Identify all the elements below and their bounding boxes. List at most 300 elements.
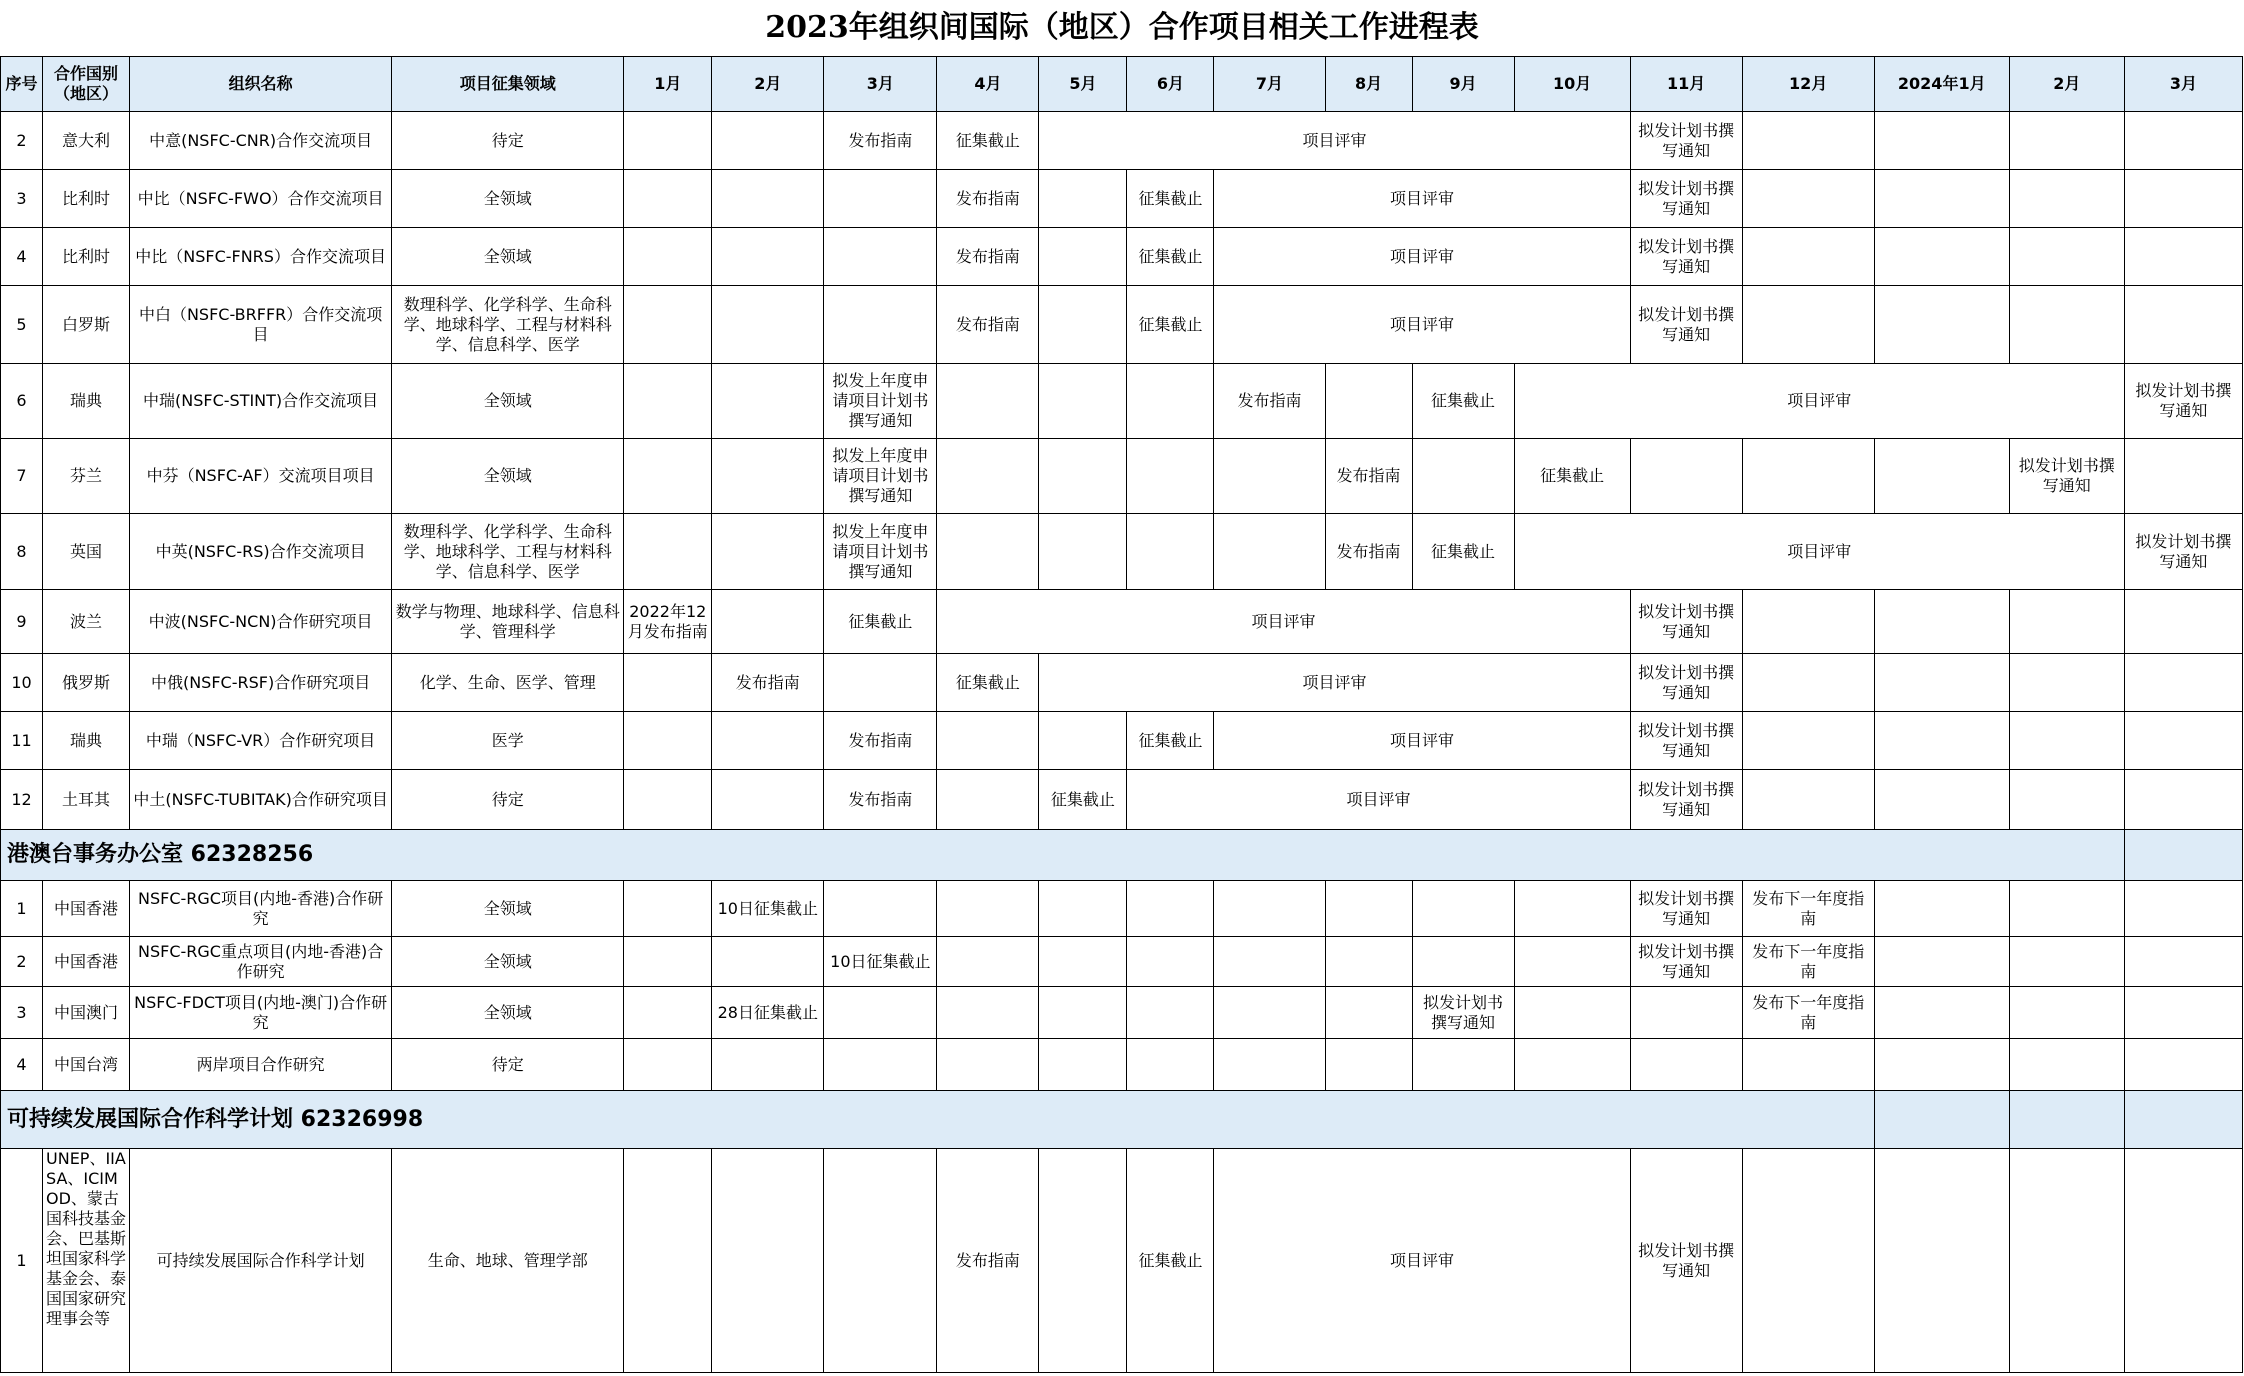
header-month-2024-3: 3月 (2124, 57, 2242, 112)
table-row (1, 590, 2243, 654)
cell-empty (1127, 881, 1214, 937)
cell-guide: 发布指南 (824, 770, 937, 830)
cell-empty (624, 937, 712, 987)
cell-empty (2124, 770, 2242, 830)
cell-review: 项目评审 (1214, 712, 1630, 770)
cell-empty (1039, 228, 1127, 286)
cell-empty (1874, 770, 2009, 830)
cell-empty (712, 514, 824, 590)
table-row (1, 439, 2243, 514)
cell-empty (1742, 228, 1874, 286)
cell-guide: 发布指南 (937, 286, 1039, 364)
cell-empty (1039, 364, 1127, 439)
cell-empty (1039, 881, 1127, 937)
cell-review: 项目评审 (1214, 286, 1630, 364)
cell-field: 待定 (392, 1039, 624, 1091)
cell-deadline: 征集截止 (824, 590, 937, 654)
header-seq: 序号 (1, 57, 43, 112)
cell-seq: 3 (1, 987, 43, 1039)
cell-empty (2009, 881, 2124, 937)
table-row (1, 228, 2243, 286)
cell-empty (1325, 881, 1412, 937)
cell-guide: 发布指南 (824, 712, 937, 770)
cell-seq: 5 (1, 286, 43, 364)
cell-country: 意大利 (43, 112, 130, 170)
cell-notice: 拟发计划书撰写通知 (2009, 439, 2124, 514)
cell-field: 生命、地球、管理学部 (392, 1149, 624, 1373)
cell-empty (712, 439, 824, 514)
cell-deadline: 征集截止 (1127, 170, 1214, 228)
cell-empty (2009, 770, 2124, 830)
cell-empty (1874, 112, 2009, 170)
cell-empty (2124, 712, 2242, 770)
cell-empty (2124, 439, 2242, 514)
cell-notice: 拟发计划书撰写通知 (1630, 712, 1742, 770)
table-row (1, 987, 2243, 1039)
table-row (1, 1149, 2243, 1373)
cell-empty (1742, 112, 1874, 170)
cell-review: 项目评审 (1514, 364, 2124, 439)
cell-seq: 4 (1, 228, 43, 286)
cell-field: 全领域 (392, 439, 624, 514)
table-row (1, 770, 2243, 830)
cell-guide: 发布指南 (937, 228, 1039, 286)
cell-seq: 12 (1, 770, 43, 830)
table-row (1, 881, 2243, 937)
cell-empty (1630, 987, 1742, 1039)
cell-notice: 拟发计划书撰写通知 (1630, 170, 1742, 228)
cell-seq: 2 (1, 112, 43, 170)
header-month-10: 10月 (1514, 57, 1630, 112)
cell-empty (624, 170, 712, 228)
cell-field: 数理科学、化学科学、生命科学、地球科学、工程与材料科学、信息科学、医学 (392, 514, 624, 590)
cell-country: 波兰 (43, 590, 130, 654)
cell-seq: 11 (1, 712, 43, 770)
cell-empty (1874, 590, 2009, 654)
cell-empty (2009, 1039, 2124, 1091)
cell-org: 中土(NSFC-TUBITAK)合作研究项目 (130, 770, 392, 830)
cell-empty (1742, 1039, 1874, 1091)
cell-seq: 10 (1, 654, 43, 712)
cell-empty (1630, 439, 1742, 514)
header-month-1: 1月 (624, 57, 712, 112)
table-row (1, 514, 2243, 590)
cell-empty (937, 712, 1039, 770)
cell-org: 中芬（NSFC-AF）交流项目项目 (130, 439, 392, 514)
cell-empty (1325, 1039, 1412, 1091)
cell-empty (1742, 590, 1874, 654)
cell-review: 项目评审 (1127, 770, 1630, 830)
cell-empty (1039, 712, 1127, 770)
cell-empty (1039, 937, 1127, 987)
cell-country: 瑞典 (43, 364, 130, 439)
cell-guide: 发布指南 (937, 170, 1039, 228)
section-header-sustainable (1, 1091, 2243, 1149)
cell-empty (937, 770, 1039, 830)
cell-country: 比利时 (43, 228, 130, 286)
cell-guide: 发布指南 (1325, 514, 1412, 590)
cell-empty (712, 364, 824, 439)
schedule-table (0, 56, 2243, 1373)
cell-field: 全领域 (392, 170, 624, 228)
cell-empty (624, 364, 712, 439)
cell-empty (1874, 439, 2009, 514)
table-row (1, 112, 2243, 170)
cell-empty (1742, 286, 1874, 364)
cell-org: 中俄(NSFC-RSF)合作研究项目 (130, 654, 392, 712)
cell-seq: 1 (1, 1149, 43, 1373)
cell-empty (1412, 439, 1514, 514)
table-row (1, 1039, 2243, 1091)
cell-notice: 拟发计划书撰写通知 (1630, 937, 1742, 987)
cell-empty (624, 881, 712, 937)
cell-field: 全领域 (392, 228, 624, 286)
cell-empty (937, 514, 1039, 590)
cell-seq: 8 (1, 514, 43, 590)
cell-deadline: 征集截止 (937, 112, 1039, 170)
table-row (1, 286, 2243, 364)
cell-empty (1874, 1039, 2009, 1091)
header-month-3: 3月 (824, 57, 937, 112)
cell-deadline: 征集截止 (1039, 770, 1127, 830)
cell-org: 两岸项目合作研究 (130, 1039, 392, 1091)
header-month-5: 5月 (1039, 57, 1127, 112)
cell-empty (1514, 937, 1630, 987)
cell-org: NSFC-FDCT项目(内地-澳门)合作研究 (130, 987, 392, 1039)
cell-empty (1412, 881, 1514, 937)
cell-empty (1874, 654, 2009, 712)
cell-org: 中白（NSFC-BRFFR）合作交流项目 (130, 286, 392, 364)
cell-empty (1127, 987, 1214, 1039)
cell-deadline: 征集截止 (1127, 228, 1214, 286)
cell-empty (2009, 286, 2124, 364)
cell-empty (1127, 514, 1214, 590)
cell-empty (1039, 987, 1127, 1039)
cell-prev-notice: 拟发上年度申请项目计划书撰写通知 (824, 364, 937, 439)
cell-empty (2124, 1149, 2242, 1373)
cell-empty (2009, 1149, 2124, 1373)
cell-empty (937, 364, 1039, 439)
cell-empty (1127, 364, 1214, 439)
cell-notice: 拟发计划书撰写通知 (1630, 654, 1742, 712)
cell-country: 瑞典 (43, 712, 130, 770)
header-field: 项目征集领域 (392, 57, 624, 112)
header-month-2024-2: 2月 (2009, 57, 2124, 112)
cell-empty (2124, 1091, 2242, 1149)
page-title: 2023年组织间国际（地区）合作项目相关工作进程表 (765, 10, 1479, 45)
cell-deadline: 征集截止 (1412, 514, 1514, 590)
header-month-2: 2月 (712, 57, 824, 112)
cell-empty (2124, 590, 2242, 654)
header-month-4: 4月 (937, 57, 1039, 112)
cell-next-guide: 发布下一年度指南 (1742, 881, 1874, 937)
cell-empty (624, 987, 712, 1039)
cell-empty (2124, 881, 2242, 937)
cell-empty (2124, 654, 2242, 712)
cell-seq: 2 (1, 937, 43, 987)
cell-empty (1325, 364, 1412, 439)
cell-org: 中瑞(NSFC-STINT)合作交流项目 (130, 364, 392, 439)
cell-empty (1514, 987, 1630, 1039)
cell-notice: 拟发计划书撰写通知 (1630, 881, 1742, 937)
cell-empty (1742, 170, 1874, 228)
cell-seq: 4 (1, 1039, 43, 1091)
cell-field: 待定 (392, 770, 624, 830)
cell-empty (1874, 712, 2009, 770)
cell-notice: 拟发计划书撰写通知 (2124, 514, 2242, 590)
cell-notice: 拟发计划书撰写通知 (1630, 770, 1742, 830)
cell-field: 全领域 (392, 364, 624, 439)
cell-empty (624, 286, 712, 364)
cell-country: 白罗斯 (43, 286, 130, 364)
cell-deadline: 10日征集截止 (712, 881, 824, 937)
cell-guide: 发布指南 (1214, 364, 1325, 439)
cell-notice: 拟发计划书撰写通知 (1630, 1149, 1742, 1373)
cell-org: NSFC-RGC项目(内地-香港)合作研究 (130, 881, 392, 937)
cell-review: 项目评审 (1514, 514, 2124, 590)
cell-deadline: 征集截止 (937, 654, 1039, 712)
cell-empty (2009, 654, 2124, 712)
cell-empty (2124, 830, 2242, 881)
cell-deadline: 征集截止 (1127, 286, 1214, 364)
cell-empty (1214, 439, 1325, 514)
cell-empty (1874, 937, 2009, 987)
cell-org: NSFC-RGC重点项目(内地-香港)合作研究 (130, 937, 392, 987)
cell-empty (1214, 987, 1325, 1039)
cell-country: 中国澳门 (43, 987, 130, 1039)
cell-seq: 1 (1, 881, 43, 937)
cell-empty (712, 712, 824, 770)
header-country: 合作国别（地区） (43, 57, 130, 112)
cell-empty (824, 228, 937, 286)
header-month-8: 8月 (1325, 57, 1412, 112)
cell-empty (712, 590, 824, 654)
cell-empty (2009, 1091, 2124, 1149)
cell-notice: 拟发计划书撰写通知 (1412, 987, 1514, 1039)
cell-empty (712, 228, 824, 286)
cell-empty (937, 1039, 1039, 1091)
cell-field: 待定 (392, 112, 624, 170)
cell-empty (712, 937, 824, 987)
cell-guide: 发布指南 (824, 112, 937, 170)
header-month-2024-1: 2024年1月 (1874, 57, 2009, 112)
header-org: 组织名称 (130, 57, 392, 112)
cell-next-guide: 发布下一年度指南 (1742, 987, 1874, 1039)
cell-country: 俄罗斯 (43, 654, 130, 712)
cell-empty (937, 987, 1039, 1039)
cell-country: 中国香港 (43, 937, 130, 987)
cell-field: 数学与物理、地球科学、信息科学、管理科学 (392, 590, 624, 654)
cell-empty (1412, 937, 1514, 987)
cell-empty (824, 286, 937, 364)
cell-deadline: 征集截止 (1127, 1149, 1214, 1373)
cell-empty (2009, 228, 2124, 286)
cell-empty (937, 881, 1039, 937)
cell-deadline: 征集截止 (1514, 439, 1630, 514)
cell-empty (624, 112, 712, 170)
cell-review: 项目评审 (1039, 112, 1630, 170)
cell-empty (1039, 170, 1127, 228)
cell-empty (2009, 937, 2124, 987)
cell-country: 中国台湾 (43, 1039, 130, 1091)
cell-prev-notice: 拟发上年度申请项目计划书撰写通知 (824, 439, 937, 514)
cell-notice: 拟发计划书撰写通知 (1630, 286, 1742, 364)
cell-org: 中比（NSFC-FWO）合作交流项目 (130, 170, 392, 228)
cell-empty (1874, 987, 2009, 1039)
cell-empty (712, 1039, 824, 1091)
table-row (1, 712, 2243, 770)
cell-empty (1874, 1091, 2009, 1149)
cell-org: 可持续发展国际合作科学计划 (130, 1149, 392, 1373)
cell-notice: 拟发计划书撰写通知 (1630, 112, 1742, 170)
cell-review: 项目评审 (1214, 228, 1630, 286)
cell-empty (712, 770, 824, 830)
cell-next-guide: 发布下一年度指南 (1742, 937, 1874, 987)
table-row (1, 364, 2243, 439)
cell-guide: 发布指南 (937, 1149, 1039, 1373)
cell-empty (1039, 439, 1127, 514)
cell-org: 中波(NSFC-NCN)合作研究项目 (130, 590, 392, 654)
cell-empty (1214, 1039, 1325, 1091)
cell-prev-guide: 2022年12月发布指南 (624, 590, 712, 654)
cell-notice: 拟发计划书撰写通知 (2124, 364, 2242, 439)
cell-org: 中比（NSFC-FNRS）合作交流项目 (130, 228, 392, 286)
cell-country: 比利时 (43, 170, 130, 228)
cell-empty (624, 654, 712, 712)
cell-empty (1874, 881, 2009, 937)
cell-empty (2009, 987, 2124, 1039)
cell-empty (1412, 1039, 1514, 1091)
cell-empty (2124, 1039, 2242, 1091)
cell-seq: 9 (1, 590, 43, 654)
cell-empty (824, 987, 937, 1039)
cell-seq: 3 (1, 170, 43, 228)
header-month-12: 12月 (1742, 57, 1874, 112)
cell-empty (1214, 937, 1325, 987)
cell-empty (2124, 937, 2242, 987)
cell-deadline: 征集截止 (1127, 712, 1214, 770)
section-title: 港澳台事务办公室 62328256 (1, 830, 2125, 881)
cell-empty (2124, 170, 2242, 228)
cell-empty (624, 439, 712, 514)
cell-empty (712, 112, 824, 170)
cell-org: 中英(NSFC-RS)合作交流项目 (130, 514, 392, 590)
cell-empty (1214, 514, 1325, 590)
cell-review: 项目评审 (1214, 170, 1630, 228)
cell-empty (1742, 439, 1874, 514)
cell-field: 化学、生命、医学、管理 (392, 654, 624, 712)
cell-empty (1039, 1149, 1127, 1373)
cell-deadline: 10日征集截止 (824, 937, 937, 987)
cell-empty (824, 1149, 937, 1373)
cell-empty (2124, 987, 2242, 1039)
table-row (1, 937, 2243, 987)
cell-empty (824, 1039, 937, 1091)
cell-empty (2009, 112, 2124, 170)
cell-empty (1514, 1039, 1630, 1091)
cell-empty (712, 286, 824, 364)
cell-empty (624, 770, 712, 830)
cell-empty (1742, 712, 1874, 770)
cell-empty (2009, 170, 2124, 228)
cell-guide: 发布指南 (712, 654, 824, 712)
cell-field: 全领域 (392, 881, 624, 937)
cell-empty (2124, 286, 2242, 364)
cell-empty (1742, 770, 1874, 830)
cell-empty (1874, 1149, 2009, 1373)
cell-empty (1039, 514, 1127, 590)
header-month-7: 7月 (1214, 57, 1325, 112)
cell-empty (1514, 881, 1630, 937)
cell-empty (1874, 228, 2009, 286)
cell-country: 芬兰 (43, 439, 130, 514)
cell-empty (624, 1149, 712, 1373)
cell-empty (937, 439, 1039, 514)
cell-field: 数理科学、化学科学、生命科学、地球科学、工程与材料科学、信息科学、医学 (392, 286, 624, 364)
cell-empty (2009, 590, 2124, 654)
cell-empty (2124, 228, 2242, 286)
table-row (1, 654, 2243, 712)
cell-field: 全领域 (392, 937, 624, 987)
cell-empty (824, 881, 937, 937)
cell-notice: 拟发计划书撰写通知 (1630, 228, 1742, 286)
cell-guide: 发布指南 (1325, 439, 1412, 514)
cell-review: 项目评审 (1039, 654, 1630, 712)
cell-prev-notice: 拟发上年度申请项目计划书撰写通知 (824, 514, 937, 590)
cell-review: 项目评审 (1214, 1149, 1630, 1373)
cell-empty (1039, 1039, 1127, 1091)
cell-seq: 6 (1, 364, 43, 439)
header-month-11: 11月 (1630, 57, 1742, 112)
cell-org: 中意(NSFC-CNR)合作交流项目 (130, 112, 392, 170)
cell-empty (1127, 439, 1214, 514)
cell-empty (937, 937, 1039, 987)
header-month-6: 6月 (1127, 57, 1214, 112)
cell-field: 全领域 (392, 987, 624, 1039)
header-row (1, 57, 2243, 112)
cell-empty (1325, 987, 1412, 1039)
cell-country: 中国香港 (43, 881, 130, 937)
cell-field: 医学 (392, 712, 624, 770)
cell-country: 土耳其 (43, 770, 130, 830)
cell-empty (624, 1039, 712, 1091)
cell-empty (1874, 286, 2009, 364)
cell-org: 中瑞（NSFC-VR）合作研究项目 (130, 712, 392, 770)
cell-empty (1039, 286, 1127, 364)
section-title: 可持续发展国际合作科学计划 62326998 (1, 1091, 1875, 1149)
cell-seq: 7 (1, 439, 43, 514)
cell-review: 项目评审 (937, 590, 1630, 654)
cell-country: 英国 (43, 514, 130, 590)
cell-empty (824, 654, 937, 712)
section-header-hmt (1, 830, 2243, 881)
cell-empty (712, 170, 824, 228)
cell-empty (2009, 712, 2124, 770)
cell-empty (1127, 937, 1214, 987)
cell-empty (1214, 881, 1325, 937)
cell-empty (1127, 1039, 1214, 1091)
cell-empty (624, 228, 712, 286)
cell-empty (2124, 112, 2242, 170)
cell-empty (824, 170, 937, 228)
cell-empty (1630, 1039, 1742, 1091)
table-row (1, 170, 2243, 228)
cell-empty (1742, 1149, 1874, 1373)
cell-country: UNEP、IIASA、ICIMOD、蒙古国科技基金会、巴基斯坦国家科学基金会、泰国国家研究理事会等 (43, 1149, 130, 1373)
cell-deadline: 28日征集截止 (712, 987, 824, 1039)
cell-empty (624, 514, 712, 590)
cell-deadline: 征集截止 (1412, 364, 1514, 439)
